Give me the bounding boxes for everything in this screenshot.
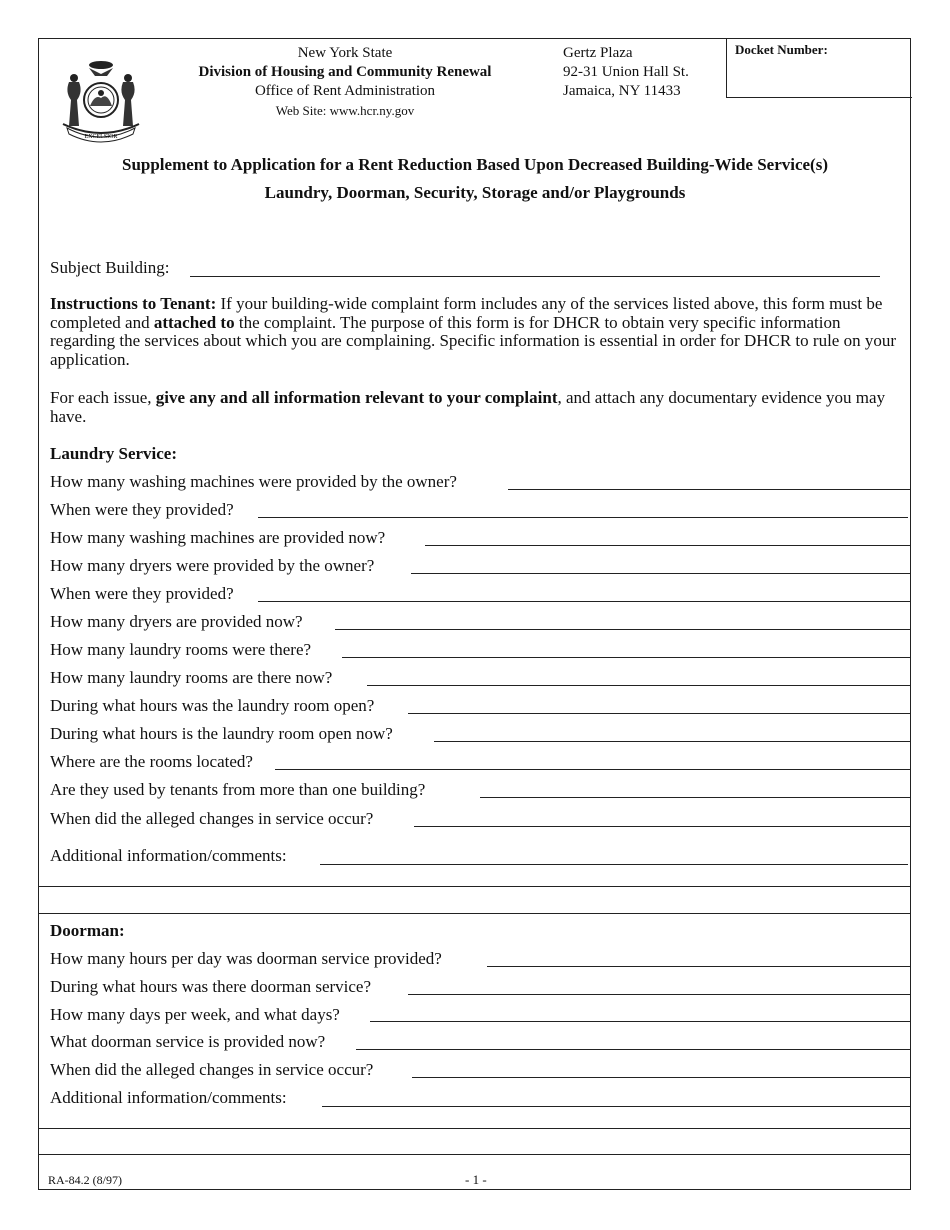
doorman-comments-line-2[interactable] — [38, 1128, 911, 1129]
laundry-comments-line-2[interactable] — [38, 886, 911, 887]
laundry-question: During what hours was the laundry room open? — [50, 696, 375, 715]
address-line-2: 92-31 Union Hall St. — [563, 64, 689, 80]
laundry-question: Are they used by tenants from more than one building? — [50, 780, 426, 799]
laundry-question: How many washing machines were provided by the owner? — [50, 472, 457, 491]
each-issue-paragraph: For each issue, give any and all information relevant to your complaint, and attach any documentary evidence you may have. — [50, 388, 886, 426]
laundry-comments-line[interactable] — [320, 864, 908, 865]
laundry-answer-line[interactable] — [411, 573, 911, 574]
laundry-answer-line[interactable] — [367, 685, 911, 686]
seal-motto: EXCELSIOR — [84, 134, 118, 140]
doorman-answer-line[interactable] — [412, 1077, 911, 1078]
doorman-comments-line[interactable] — [322, 1106, 911, 1107]
doorman-answer-line[interactable] — [487, 966, 911, 967]
doorman-question: How many days per week, and what days? — [50, 1005, 340, 1024]
header-division: Division of Housing and Community Renewal — [198, 64, 492, 80]
doorman-question: How many hours per day was doorman service provided? — [50, 949, 442, 968]
doorman-answer-line[interactable] — [370, 1021, 911, 1022]
doorman-question: What doorman service is provided now? — [50, 1032, 326, 1051]
laundry-question: How many washing machines are provided now? — [50, 528, 386, 547]
laundry-question: Additional information/comments: — [50, 846, 287, 865]
docket-number-label: Docket Number: — [735, 42, 828, 57]
subject-building-input[interactable] — [190, 276, 880, 277]
doorman-question: When did the alleged changes in service occur? — [50, 1060, 374, 1079]
laundry-question: When did the alleged changes in service occur? — [50, 809, 374, 828]
address-line-1: Gertz Plaza — [563, 45, 633, 61]
laundry-answer-line[interactable] — [258, 517, 908, 518]
doorman-section-heading: Doorman: — [50, 921, 125, 940]
form-id: RA-84.2 (8/97) — [48, 1173, 122, 1187]
laundry-question: Where are the rooms located? — [50, 752, 253, 771]
laundry-answer-line[interactable] — [258, 601, 911, 602]
laundry-answer-line[interactable] — [342, 657, 911, 658]
laundry-answer-line[interactable] — [508, 489, 911, 490]
laundry-question: How many laundry rooms were there? — [50, 640, 312, 659]
laundry-question: When were they provided? — [50, 584, 234, 603]
laundry-question: During what hours is the laundry room open now? — [50, 724, 393, 743]
laundry-answer-line[interactable] — [414, 826, 911, 827]
laundry-answer-line[interactable] — [275, 769, 911, 770]
doorman-answer-line[interactable] — [408, 994, 911, 995]
doorman-question: Additional information/comments: — [50, 1088, 287, 1107]
docket-number-field[interactable] — [726, 38, 912, 98]
laundry-section-heading: Laundry Service: — [50, 444, 178, 463]
address-line-3: Jamaica, NY 11433 — [563, 83, 681, 99]
laundry-question: How many dryers were provided by the owner? — [50, 556, 375, 575]
footer-divider — [38, 1154, 911, 1155]
laundry-answer-line[interactable] — [434, 741, 911, 742]
laundry-answer-line[interactable] — [408, 713, 911, 714]
ny-state-seal-icon — [55, 58, 147, 144]
laundry-answer-line[interactable] — [425, 545, 911, 546]
header-state: New York State — [297, 45, 393, 61]
form-subtitle: Laundry, Doorman, Security, Storage and/or Playgrounds — [264, 183, 686, 202]
instructions-paragraph: Instructions to Tenant: If your building-wide complaint form includes any of the services listed above, this form must be completed and attached to the complaint. The purpose of this form is for DHCR to obtain very specific information regarding the services about which you are complaining. Specific information is essential in order for DHCR to rule on your application. — [50, 294, 896, 369]
form-title: Supplement to Application for a Rent Reduction Based Upon Decreased Building-Wide Service(s) — [121, 155, 828, 174]
page-number: - 1 - — [465, 1172, 487, 1187]
header-website: Web Site: www.hcr.ny.gov — [275, 103, 415, 118]
laundry-question: When were they provided? — [50, 500, 234, 519]
section-divider — [38, 913, 911, 914]
laundry-answer-line[interactable] — [480, 797, 911, 798]
laundry-question: How many laundry rooms are there now? — [50, 668, 333, 687]
header-office: Office of Rent Administration — [254, 83, 436, 99]
laundry-question: How many dryers are provided now? — [50, 612, 303, 631]
doorman-answer-line[interactable] — [356, 1049, 911, 1050]
laundry-answer-line[interactable] — [335, 629, 911, 630]
doorman-question: During what hours was there doorman service? — [50, 977, 372, 996]
subject-building-label: Subject Building: — [50, 258, 170, 277]
